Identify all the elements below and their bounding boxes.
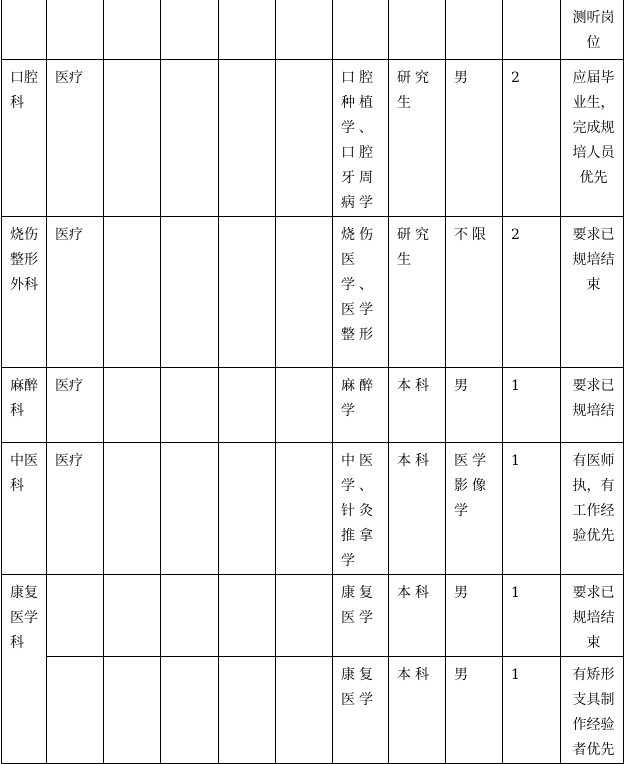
empty-cell: [276, 657, 333, 764]
gender-cell: 男: [446, 368, 503, 443]
empty-cell: [276, 217, 333, 368]
specialty-cell: 康复医学: [333, 657, 389, 764]
empty-cell: [276, 443, 333, 575]
empty-cell: [276, 60, 333, 217]
education-cell: 本科: [389, 575, 446, 657]
empty-cell: [104, 575, 161, 657]
gender-cell: 男: [446, 575, 503, 657]
education-cell: 研究生: [389, 217, 446, 368]
empty-cell: [104, 217, 161, 368]
type-cell: 医疗: [47, 217, 104, 368]
gender-cell: [446, 0, 503, 60]
empty-cell: [104, 60, 161, 217]
recruitment-table: [1, 0, 624, 764]
note-cell: 要求已规培结束: [561, 575, 624, 657]
note-cell: 应届毕业生，完成规培人员优先: [561, 60, 624, 217]
empty-cell: [104, 657, 161, 764]
empty-cell: [104, 443, 161, 575]
count-cell: 1: [503, 657, 561, 764]
empty-cell: [219, 368, 276, 443]
empty-cell: [219, 0, 276, 60]
gender-cell: 医学影像学: [446, 443, 503, 575]
empty-cell: [276, 0, 333, 60]
count-cell: 1: [503, 575, 561, 657]
empty-cell: [276, 575, 333, 657]
empty-cell: [219, 443, 276, 575]
gender-cell: 男: [446, 657, 503, 764]
specialty-cell: 烧伤医学、医学整形: [333, 217, 389, 368]
table-row: [2, 217, 624, 368]
education-cell: 本科: [389, 443, 446, 575]
type-cell: [47, 0, 104, 60]
dept-cell: 口腔科: [2, 60, 47, 217]
table-row: [2, 657, 624, 764]
dept-cell: [2, 0, 47, 60]
dept-cell: 烧伤整形外科: [2, 217, 47, 368]
count-cell: 2: [503, 217, 561, 368]
specialty-cell: 麻醉学: [333, 368, 389, 443]
specialty-cell: 康复医学: [333, 575, 389, 657]
type-cell: 医疗: [47, 443, 104, 575]
specialty-cell: 口腔种植学、口腔牙周病学: [333, 60, 389, 217]
table-row: [2, 443, 624, 575]
dept-cell: 康复医学科: [2, 575, 47, 764]
type-cell: [47, 575, 104, 657]
education-cell: 本科: [389, 657, 446, 764]
empty-cell: [161, 443, 219, 575]
empty-cell: [104, 0, 161, 60]
empty-cell: [219, 217, 276, 368]
type-cell: 医疗: [47, 60, 104, 217]
dept-cell: 中医科: [2, 443, 47, 575]
count-cell: 2: [503, 60, 561, 217]
note-cell: 要求已规培结束: [561, 217, 624, 368]
education-cell: 研究生: [389, 60, 446, 217]
empty-cell: [219, 60, 276, 217]
count-cell: 1: [503, 368, 561, 443]
table-row: [2, 575, 624, 657]
count-cell: 1: [503, 443, 561, 575]
empty-cell: [161, 0, 219, 60]
empty-cell: [161, 60, 219, 217]
note-cell: 有医师执，有工作经验优先: [561, 443, 624, 575]
education-cell: [389, 0, 446, 60]
note-cell: 测听岗位: [561, 0, 624, 60]
empty-cell: [161, 657, 219, 764]
type-cell: 医疗: [47, 368, 104, 443]
table-row: [2, 368, 624, 443]
dept-cell: 麻醉科: [2, 368, 47, 443]
table-row: [2, 0, 624, 60]
note-cell: 要求已规培结: [561, 368, 624, 443]
table-row: [2, 60, 624, 217]
education-cell: 本科: [389, 368, 446, 443]
empty-cell: [219, 575, 276, 657]
note-cell: 有矫形支具制作经验者优先: [561, 657, 624, 764]
count-cell: [503, 0, 561, 60]
empty-cell: [161, 217, 219, 368]
empty-cell: [161, 368, 219, 443]
type-cell: [47, 657, 104, 764]
gender-cell: 男: [446, 60, 503, 217]
empty-cell: [219, 657, 276, 764]
specialty-cell: 中医学、针灸推拿学: [333, 443, 389, 575]
specialty-cell: [333, 0, 389, 60]
empty-cell: [104, 368, 161, 443]
empty-cell: [161, 575, 219, 657]
gender-cell: 不限: [446, 217, 503, 368]
empty-cell: [276, 368, 333, 443]
